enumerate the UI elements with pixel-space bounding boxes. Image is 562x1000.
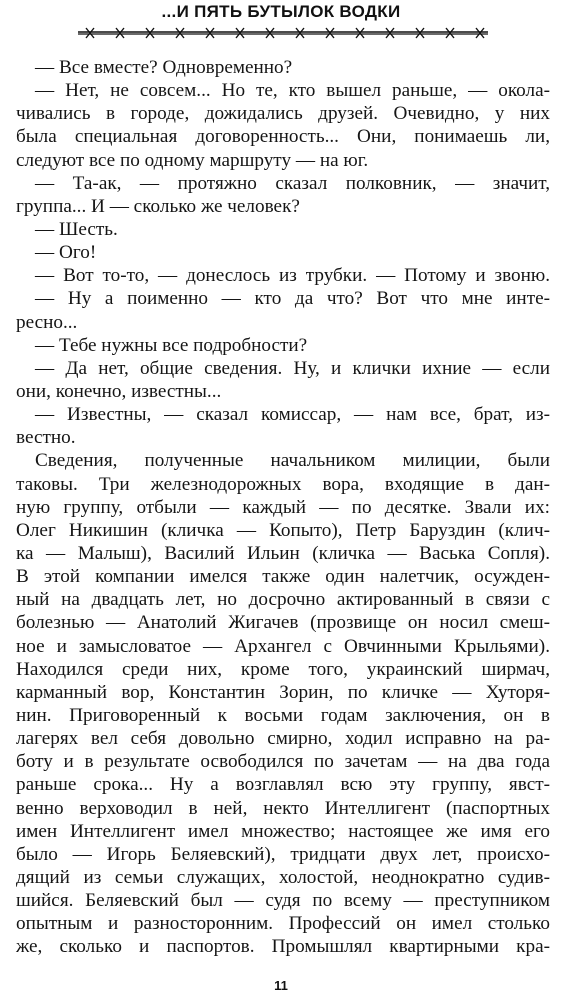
text-line: ное и замысловатое — Архангел с Овчинными Крыльями). — [16, 635, 550, 657]
text-line: Находился среди них, кроме того, украинский ширмач, — [16, 658, 550, 680]
text-line: В этой компании имелся также один налетчик, осужден- — [16, 566, 550, 588]
text-line: — Ну а поименно — кто да что? Вот что мне инте- — [35, 288, 550, 310]
text-line: — Вот то-то, — донеслось из трубки. — Потому и звоню. — [35, 265, 550, 287]
text-line: болезнью — Анатолий Жигачев (прозвище он носил смеш- — [16, 612, 550, 634]
text-line: — Известны, — сказал комиссар, — нам все, брат, из- — [35, 404, 550, 426]
text-line: чивались в городе, дожидались друзей. Очевидно, у них — [16, 103, 550, 125]
text-line: следуют все по одному маршруту — на юг. — [16, 149, 369, 171]
text-line: ный на двадцать лет, но досрочно актированный в связи с — [16, 589, 550, 611]
text-line: была специальная договоренность... Они, понимаешь ли, — [16, 126, 550, 148]
text-line: — Нет, не совсем... Но те, кто вышел раньше, — окола- — [35, 80, 550, 102]
text-line: нин. Приговоренный к восьми годам заключения, он в — [16, 704, 550, 726]
text-line: карманный вор, Константин Зорин, по кличке — Хуторя- — [16, 681, 550, 703]
text-line: раньше срока... Ну а возглавлял всю эту группу, явст- — [16, 774, 550, 796]
text-line: же, сколько и паспортов. Промышлял квартирными кра- — [16, 936, 550, 958]
text-line: — Шесть. — [35, 218, 118, 240]
text-line: таковы. Три железнодорожных вора, входящие в дан- — [16, 473, 550, 495]
text-line: — Все вместе? Одновременно? — [35, 57, 293, 78]
text-line: ную группу, отбыли — каждый — по десятке. Звали их: — [16, 496, 550, 518]
text-line: группа... И — сколько же человек? — [16, 195, 300, 217]
text-line: вестно. — [16, 427, 76, 449]
text-line: было — Игорь Беляевский), тридцати двух лет, происхо- — [16, 843, 550, 865]
running-title: ...И ПЯТЬ БУТЫЛОК ВОДКИ — [161, 2, 401, 21]
text-line: имен Интеллигент имел множество; настоящее же имя его — [16, 820, 550, 842]
text-line: боту и в результате освободился по зачетам — на два года — [16, 751, 550, 773]
text-line: — Та-ак, — протяжно сказал полковник, — значит, — [35, 172, 550, 194]
text-line: шийся. Беляевский был — судя по всему — преступником — [16, 890, 550, 912]
text-line: дящий из семьи служащих, холостой, неоднократно судив- — [16, 866, 550, 888]
text-line: они, конечно, известны... — [16, 380, 222, 402]
text-line: венно верховодил в ней, некто Интеллигент (паспортных — [16, 797, 550, 819]
text-line: Олег Никишин (кличка — Копыто), Петр Баруздин (клич- — [16, 519, 550, 541]
barbed-wire-icon — [78, 26, 488, 40]
page-number: 11 — [274, 978, 288, 993]
text-line: Сведения, полученные начальником милиции, были — [35, 450, 550, 472]
text-line: — Да нет, общие сведения. Ну, и клички ихние — если — [35, 357, 550, 379]
text-line: — Тебе нужны все подробности? — [35, 334, 308, 356]
wire-barbs — [86, 28, 484, 38]
text-line: ресно... — [16, 311, 78, 333]
text-line: ка — Малыш), Василий Ильин (кличка — Васька Сопля). — [16, 542, 550, 564]
text-line: лагерях вел себя довольно смирно, ходил исправно на ра- — [16, 728, 550, 750]
body-text — [16, 56, 550, 958]
text-line: — Ого! — [35, 242, 97, 264]
text-line: опытным и разносторонним. Профессий он имел столько — [16, 913, 550, 935]
